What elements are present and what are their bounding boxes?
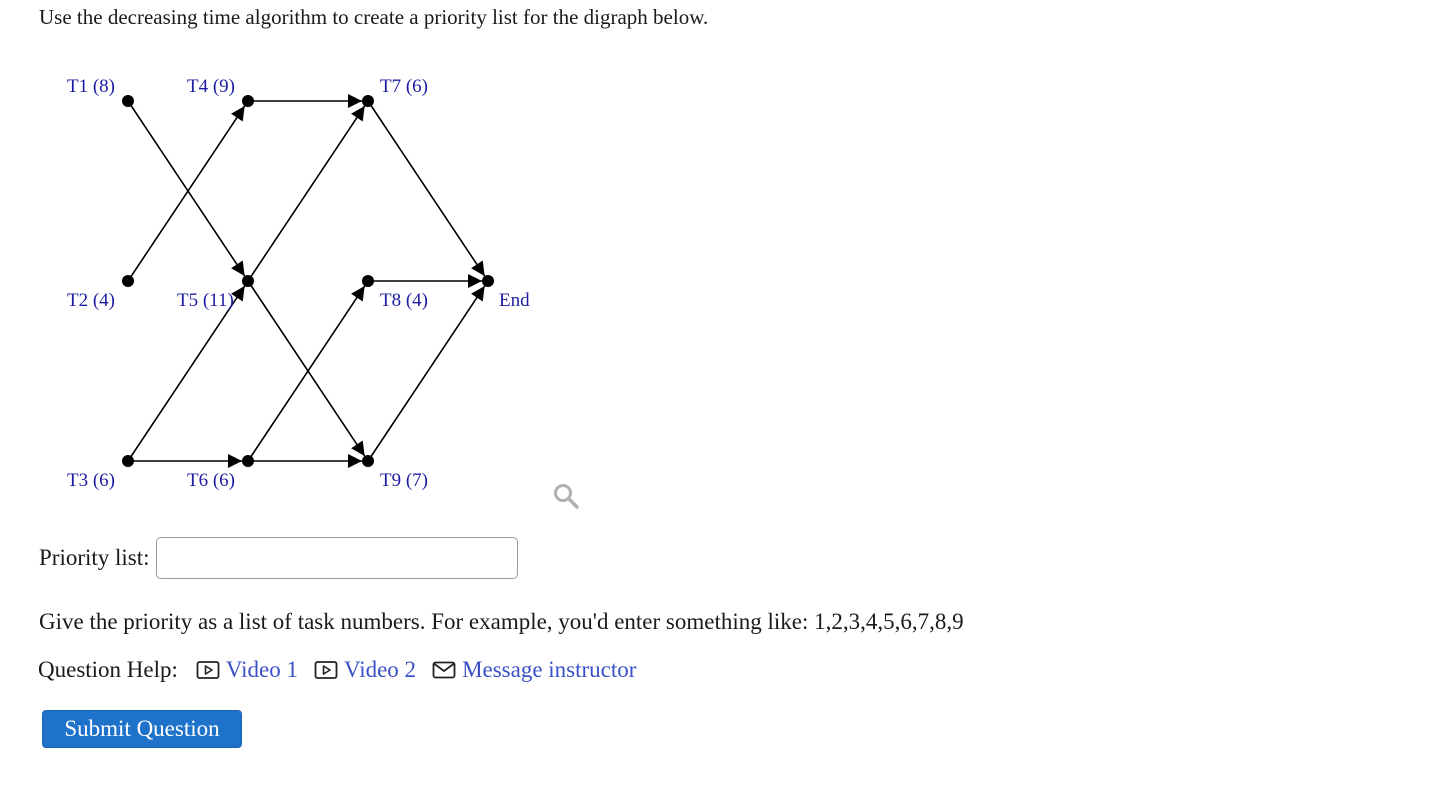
video-2-label: Video 2 bbox=[343, 657, 417, 682]
priority-list-row bbox=[39, 536, 518, 580]
edge-t5-t7 bbox=[248, 106, 365, 281]
node-label-t9: T9 (7) bbox=[380, 470, 429, 491]
edge-t5-t9 bbox=[248, 281, 365, 456]
node-t8 bbox=[362, 275, 374, 287]
message-instructor-link[interactable] bbox=[432, 657, 636, 683]
node-label-t6: T6 (6) bbox=[187, 470, 236, 491]
node-label-t5: T5 (11) bbox=[177, 290, 234, 311]
node-label-t1: T1 (8) bbox=[67, 76, 116, 97]
node-label-t2: T2 (4) bbox=[67, 290, 116, 311]
node-end bbox=[482, 275, 494, 287]
edge-t9-end bbox=[368, 286, 485, 461]
digraph bbox=[0, 0, 620, 520]
node-label-t8: T8 (4) bbox=[380, 290, 429, 311]
edge-t3-t5 bbox=[128, 286, 245, 461]
submit-question-button[interactable]: Submit Question bbox=[42, 710, 242, 748]
question-help-label: Question Help: bbox=[38, 657, 178, 682]
priority-list-input[interactable] bbox=[156, 537, 518, 579]
edge-t7-end bbox=[368, 101, 485, 276]
node-t3 bbox=[122, 455, 134, 467]
question-help bbox=[38, 654, 652, 686]
node-t7 bbox=[362, 95, 374, 107]
node-label-t4: T4 (9) bbox=[187, 76, 236, 97]
video-2-link[interactable] bbox=[314, 657, 416, 683]
instructions-text: Give the priority as a list of task numbers. For example, you'd enter something like: 1,2,3,4,5,6,7,8,9 bbox=[39, 609, 964, 634]
node-t1 bbox=[122, 95, 134, 107]
node-label-end: End bbox=[499, 290, 530, 311]
video-icon bbox=[196, 660, 220, 680]
node-t5 bbox=[242, 275, 254, 287]
message-instructor-label: Message instructor bbox=[462, 657, 637, 682]
question-text: Use the decreasing time algorithm to create a priority list for the digraph below. bbox=[39, 5, 709, 29]
video-1-link[interactable] bbox=[196, 657, 298, 683]
node-t9 bbox=[362, 455, 374, 467]
envelope-icon bbox=[432, 660, 456, 680]
node-t4 bbox=[242, 95, 254, 107]
edge-t1-t5 bbox=[128, 101, 245, 276]
magnifier-icon[interactable] bbox=[552, 482, 580, 510]
node-label-t7: T7 (6) bbox=[380, 76, 429, 97]
priority-list-label: Priority list: bbox=[39, 545, 150, 570]
edge-t6-t8 bbox=[248, 286, 365, 461]
video-icon bbox=[314, 660, 338, 680]
node-t6 bbox=[242, 455, 254, 467]
edge-t2-t4 bbox=[128, 106, 245, 281]
node-label-t3: T3 (6) bbox=[67, 470, 116, 491]
node-t2 bbox=[122, 275, 134, 287]
video-1-label: Video 1 bbox=[225, 657, 298, 682]
